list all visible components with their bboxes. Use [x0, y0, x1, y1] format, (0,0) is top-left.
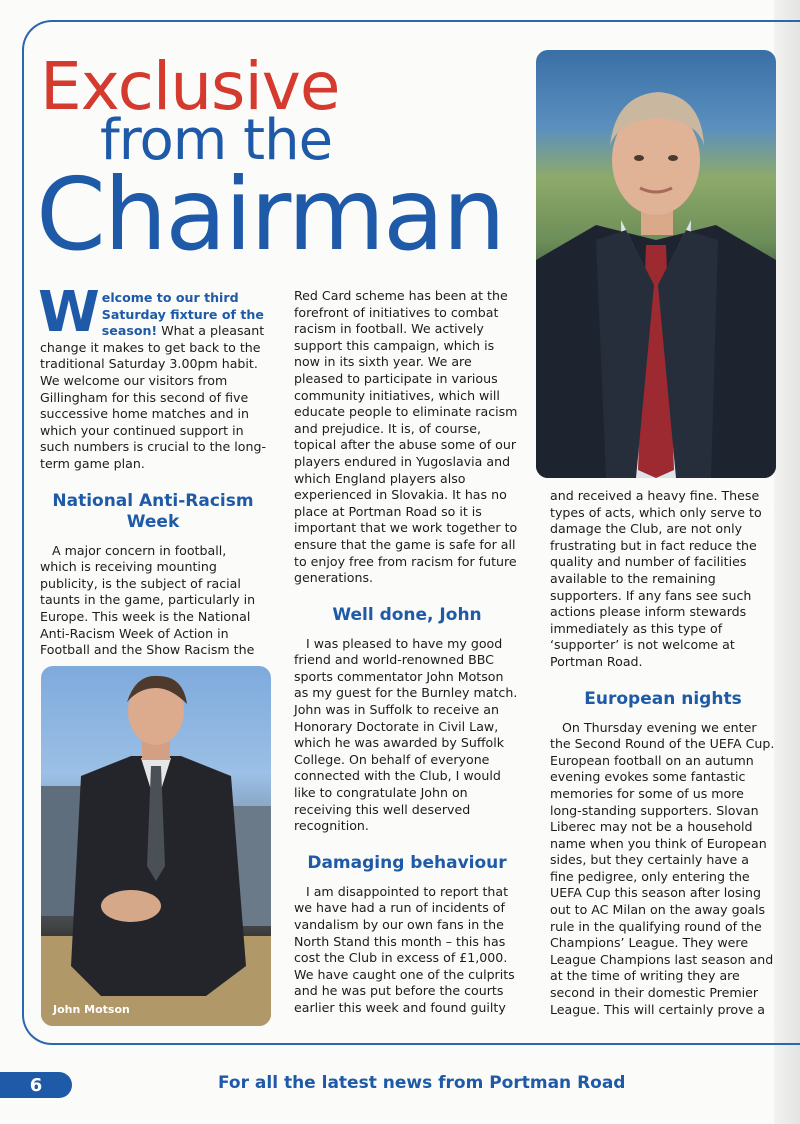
column-3	[550, 488, 776, 1018]
footer-text: For all the latest news from Portman Road	[218, 1073, 626, 1093]
intro-text: What a pleasant change it makes to get back to the traditional Saturday 3.00pm habit. We welcome our visitors from Gillingham for this second of five successive home matches and in which your continued support in such numbers is crucial to the long-term game plan.	[40, 323, 266, 471]
anti-racism-paragraph-1: A major concern in football, which is receiving mounting publicity, is the subject of racial taunts in the game, particularly in Europe. This week is the National Anti-Racism Week of Action in Football and the Show Racism the	[40, 542, 256, 658]
intro-paragraph	[38, 280, 266, 473]
heading-anti-racism: National Anti-Racism Week	[52, 490, 254, 532]
chairman-photo	[536, 50, 776, 478]
motson-figure	[41, 666, 271, 1026]
damaging-paragraph-1: I am disappointed to report that we have had a run of incidents of vandalism by our own fans in the North Stand this month – this has cost the Club in excess of £1,000. We have caught one of the culprits and he was put before the courts earlier this week and found guilty	[294, 883, 515, 1015]
chairman-figure	[536, 50, 776, 478]
well-done-paragraph: I was pleased to have my good friend and world-renowned BBC sports commentator John Motson as my guest for the Burnley match. John was in Suffolk to receive an Honorary Doctorate in Civil Law, which he was awarded by Suffolk College. On behalf of everyone connected with the Club, I would like to congratulate John on receiving this well deserved recognition.	[294, 635, 518, 834]
heading-european: European nights	[584, 688, 742, 709]
intro-lead: elcome to our third Saturday fixture of the season!	[101, 290, 264, 339]
european-paragraph: On Thursday evening we enter the Second Round of the UEFA Cup. European football on an autumn evening evokes some fantastic memories for some of us more long-standing supporters. Slovan Liberec may not be a household name when you think of European sides, but they certainly have a fine pedigree, only entering the UEFA Cup this season after losing out to AC Milan on the away goals rule in the qualifying round of the Champions’ League. They were League Champions last season and at the time of writing they are second in their domestic Premier League. This will certainly prove a	[550, 719, 775, 1017]
anti-racism-paragraph-2: Red Card scheme has been at the forefront of initiatives to combat racism in football. We actively support this campaign, which is now in its sixth year. We are pleased to participate in various community initiatives, which will educate people to eliminate racism and prejudice. It is, of course, topical after the abuse some of our players endured in Yugoslavia and which England players also experienced in Slovakia. It has no place at Portman Road so it is important that we work together to ensure that the game is safe for all to enjoy free from racism for future generations.	[294, 288, 518, 586]
heading-damaging: Damaging behaviour	[307, 852, 507, 873]
damaging-paragraph-2: and received a heavy fine. These types of acts, which only serve to damage the Club, are not only frustrating but in fact reduce the quality and number of facilities available to the remaining supporters. If any fans see such actions please inform stewards immediately as this type of ‘supporter’ is not welcome at Portman Road.	[550, 488, 762, 669]
title-from-the: from the	[100, 108, 333, 173]
title-exclusive: Exclusive	[40, 48, 340, 125]
photo-caption: John Motson	[53, 1003, 130, 1016]
john-motson-photo	[41, 666, 271, 1026]
heading-well-done: Well done, John	[332, 604, 482, 625]
column-1	[38, 280, 266, 659]
title-chairman: Chairman	[36, 156, 504, 273]
page-number-badge: 6	[0, 1072, 72, 1098]
column-2	[294, 288, 520, 1017]
dropcap-letter: W	[38, 280, 100, 345]
